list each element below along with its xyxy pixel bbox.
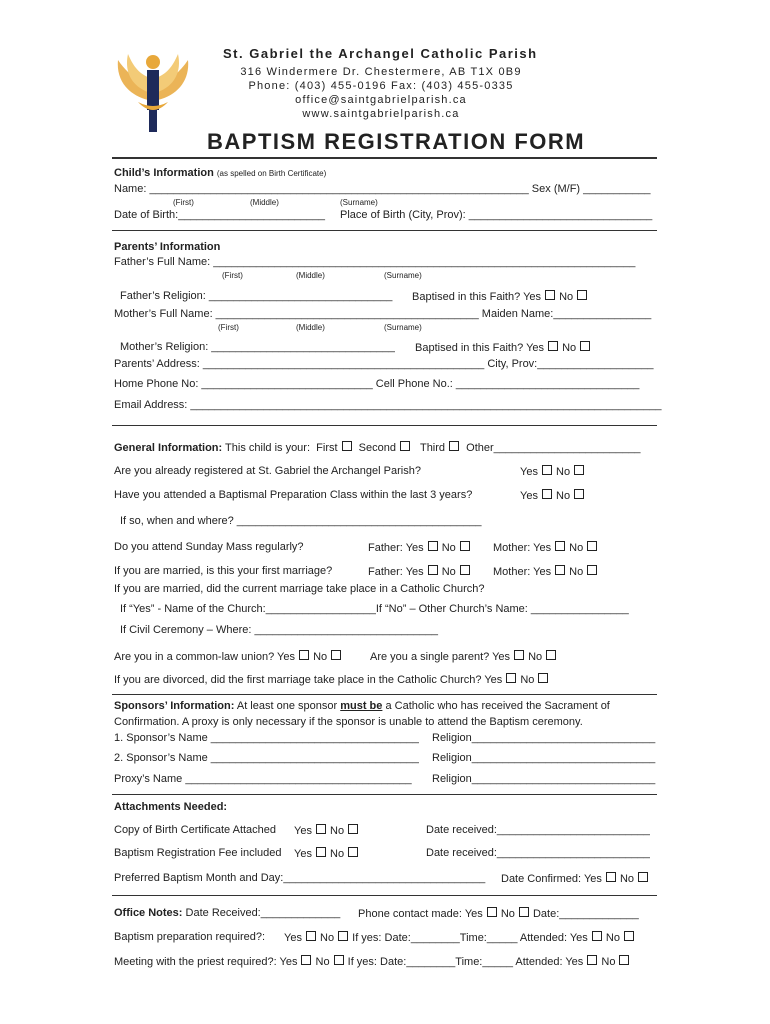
checkbox[interactable] bbox=[348, 847, 358, 857]
pob-field[interactable]: Place of Birth (City, Prov): ______________________________ bbox=[340, 209, 653, 221]
attachments-heading: Attachments Needed: bbox=[114, 801, 228, 813]
father-name-field[interactable]: Father’s Full Name: _____________________________________________________________________ bbox=[114, 256, 636, 268]
child-name-field[interactable]: Name: ______________________________________________________________ Sex (M/F) ___________ bbox=[114, 183, 651, 195]
father-religion-field[interactable]: Father’s Religion: ______________________________ bbox=[120, 290, 393, 302]
q-registered: Are you already registered at St. Gabriel the Archangel Parish? bbox=[114, 465, 421, 477]
divider bbox=[112, 694, 657, 695]
child-section bbox=[114, 167, 326, 179]
checkbox[interactable] bbox=[577, 290, 587, 300]
checkbox[interactable] bbox=[506, 673, 516, 683]
checkbox[interactable] bbox=[624, 931, 634, 941]
date-confirmed: Date Confirmed: Yes No bbox=[501, 872, 649, 885]
parish-address: 316 Windermere Dr. Chestermere, AB T1X 0B9 bbox=[240, 66, 522, 78]
sponsors-intro: Sponsors’ Information: At least one sponsor must be a Catholic who has received the Sacrament of bbox=[114, 700, 610, 712]
father-baptised: Baptised in this Faith? Yes No bbox=[412, 290, 588, 303]
label-first: (First) bbox=[173, 198, 194, 207]
checkbox[interactable] bbox=[555, 565, 565, 575]
checkbox[interactable] bbox=[299, 650, 309, 660]
checkbox[interactable] bbox=[546, 650, 556, 660]
mother-name-field[interactable]: Mother’s Full Name: ___________________________________________ Maiden Name:________________ bbox=[114, 308, 652, 320]
birth-cert-options: Yes No bbox=[294, 824, 359, 837]
checkbox[interactable] bbox=[574, 489, 584, 499]
sponsor1-religion-field[interactable]: Religion______________________________ bbox=[432, 732, 656, 744]
checkbox[interactable] bbox=[587, 541, 597, 551]
checkbox[interactable] bbox=[538, 673, 548, 683]
checkbox[interactable] bbox=[316, 847, 326, 857]
prep-required-row: Yes No If yes: Date:________Time:_____ Attended: Yes No bbox=[284, 931, 635, 944]
birth-cert-label: Copy of Birth Certificate Attached bbox=[114, 824, 277, 836]
label-surname: (Surname) bbox=[340, 198, 378, 207]
checkbox[interactable] bbox=[338, 931, 348, 941]
checkbox[interactable] bbox=[428, 541, 438, 551]
child-note: (as spelled on Birth Certificate) bbox=[216, 169, 327, 178]
checkbox[interactable] bbox=[487, 907, 497, 917]
label-middle: (Middle) bbox=[250, 198, 279, 207]
checkbox[interactable] bbox=[542, 465, 552, 475]
form-title: BAPTISM REGISTRATION FORM bbox=[207, 129, 586, 154]
checkbox[interactable] bbox=[306, 931, 316, 941]
checkbox[interactable] bbox=[514, 650, 524, 660]
proxy-religion-field[interactable]: Religion______________________________ bbox=[432, 773, 656, 785]
checkbox[interactable] bbox=[460, 541, 470, 551]
sponsors-note: Confirmation. A proxy is only necessary if the sponsor is unable to attend the Baptism ceremony. bbox=[114, 716, 583, 728]
checkbox[interactable] bbox=[555, 541, 565, 551]
checkbox[interactable] bbox=[619, 955, 629, 965]
parish-phone: Phone: (403) 455-0196 Fax: (403) 455-0335 bbox=[248, 80, 514, 92]
registered-options: Yes No bbox=[520, 465, 585, 478]
common-law-row: Are you in a common-law union? Yes No bbox=[114, 650, 342, 663]
q-prep: Have you attended a Baptismal Preparation Class within the last 3 years? bbox=[114, 489, 473, 501]
label-first: (First) bbox=[218, 323, 239, 332]
fee-label: Baptism Registration Fee included bbox=[114, 847, 282, 859]
prep-required-label: Baptism preparation required?: bbox=[114, 931, 266, 943]
marriage-father: Father: Yes No bbox=[368, 565, 471, 578]
if-so-field[interactable]: If so, when and where? ________________________________________ bbox=[120, 515, 482, 527]
mass-father: Father: Yes No bbox=[368, 541, 471, 554]
divider bbox=[112, 794, 657, 795]
mass-mother: Mother: Yes No bbox=[493, 541, 598, 554]
checkbox[interactable] bbox=[638, 872, 648, 882]
checkbox[interactable] bbox=[342, 441, 352, 451]
phone-field[interactable]: Home Phone No: ____________________________ Cell Phone No.: ______________________________ bbox=[114, 378, 640, 390]
sponsor1-field[interactable]: 1. Sponsor’s Name __________________________________ bbox=[114, 732, 419, 744]
label-middle: (Middle) bbox=[296, 271, 325, 280]
civil-ceremony-field[interactable]: If Civil Ceremony – Where: ______________________________ bbox=[120, 624, 439, 636]
proxy-field[interactable]: Proxy’s Name _____________________________________ bbox=[114, 773, 412, 785]
checkbox[interactable] bbox=[460, 565, 470, 575]
address-field[interactable]: Parents’ Address: ______________________________________________ City, Prov:___________________ bbox=[114, 358, 654, 370]
child-order-row: General Information: This child is your: First Second Third Other________________________ bbox=[114, 442, 641, 454]
checkbox[interactable] bbox=[587, 955, 597, 965]
q-catholic-marriage: If you are married, did the current marriage take place in a Catholic Church? bbox=[114, 583, 485, 595]
single-parent-row: Are you a single parent? Yes No bbox=[370, 650, 557, 663]
mother-religion-field[interactable]: Mother’s Religion: ______________________________ bbox=[120, 341, 395, 353]
checkbox[interactable] bbox=[301, 955, 311, 965]
checkbox[interactable] bbox=[334, 955, 344, 965]
checkbox[interactable] bbox=[519, 907, 529, 917]
checkbox[interactable] bbox=[542, 489, 552, 499]
birth-cert-date-field[interactable]: Date received:_________________________ bbox=[426, 824, 650, 836]
checkbox[interactable] bbox=[548, 341, 558, 351]
label-surname: (Surname) bbox=[384, 323, 422, 332]
meeting-required-row: Meeting with the priest required?: Yes No If yes: Date:________Time:_____ Attended: Yes No bbox=[114, 955, 630, 968]
checkbox[interactable] bbox=[580, 341, 590, 351]
dob-field[interactable]: Date of Birth:________________________ bbox=[114, 209, 326, 221]
preferred-date-field[interactable]: Preferred Baptism Month and Day:_________________________________ bbox=[114, 872, 486, 884]
fee-date-field[interactable]: Date received:_________________________ bbox=[426, 847, 650, 859]
email-field[interactable]: Email Address: _____________________________________________________________________________ bbox=[114, 399, 662, 411]
parish-email[interactable]: office@saintgabrielparish.ca bbox=[295, 94, 467, 106]
fee-options: Yes No bbox=[294, 847, 359, 860]
divider bbox=[112, 230, 657, 231]
office-date-row: Office Notes: Date Received:_____________ bbox=[114, 907, 341, 919]
checkbox[interactable] bbox=[331, 650, 341, 660]
checkbox[interactable] bbox=[449, 441, 459, 451]
checkbox[interactable] bbox=[574, 465, 584, 475]
sponsor2-field[interactable]: 2. Sponsor’s Name __________________________________ bbox=[114, 752, 419, 764]
divider bbox=[112, 425, 657, 426]
sponsor2-religion-field[interactable]: Religion______________________________ bbox=[432, 752, 656, 764]
checkbox[interactable] bbox=[316, 824, 326, 834]
checkbox[interactable] bbox=[348, 824, 358, 834]
mother-baptised: Baptised in this Faith? Yes No bbox=[415, 341, 591, 354]
parents-heading: Parents’ Information bbox=[114, 241, 221, 253]
parish-website[interactable]: www.saintgabrielparish.ca bbox=[302, 108, 460, 120]
marriage-mother: Mother: Yes No bbox=[493, 565, 598, 578]
label-first: (First) bbox=[222, 271, 243, 280]
phone-contact-row: Phone contact made: Yes No Date:_____________ bbox=[358, 908, 639, 920]
label-surname: (Surname) bbox=[384, 271, 422, 280]
divorced-row: If you are divorced, did the first marriage take place in the Catholic Church? Yes No bbox=[114, 673, 549, 686]
church-name-field[interactable]: If “Yes” - Name of the Church:__________________If “No” – Other Church’s Name: ________________ bbox=[120, 603, 629, 615]
q-mass: Do you attend Sunday Mass regularly? bbox=[114, 541, 304, 553]
checkbox[interactable] bbox=[428, 565, 438, 575]
q-first-marriage: If you are married, is this your first marriage? bbox=[114, 565, 333, 577]
parish-name: St. Gabriel the Archangel Catholic Parish bbox=[223, 46, 538, 61]
checkbox[interactable] bbox=[606, 872, 616, 882]
label-middle: (Middle) bbox=[296, 323, 325, 332]
divider bbox=[112, 895, 657, 896]
checkbox[interactable] bbox=[400, 441, 410, 451]
checkbox[interactable] bbox=[592, 931, 602, 941]
prep-options: Yes No bbox=[520, 489, 585, 502]
child-heading: Child’s Information bbox=[114, 167, 214, 179]
divider bbox=[112, 157, 657, 159]
checkbox[interactable] bbox=[545, 290, 555, 300]
checkbox[interactable] bbox=[587, 565, 597, 575]
parish-logo bbox=[108, 40, 198, 136]
